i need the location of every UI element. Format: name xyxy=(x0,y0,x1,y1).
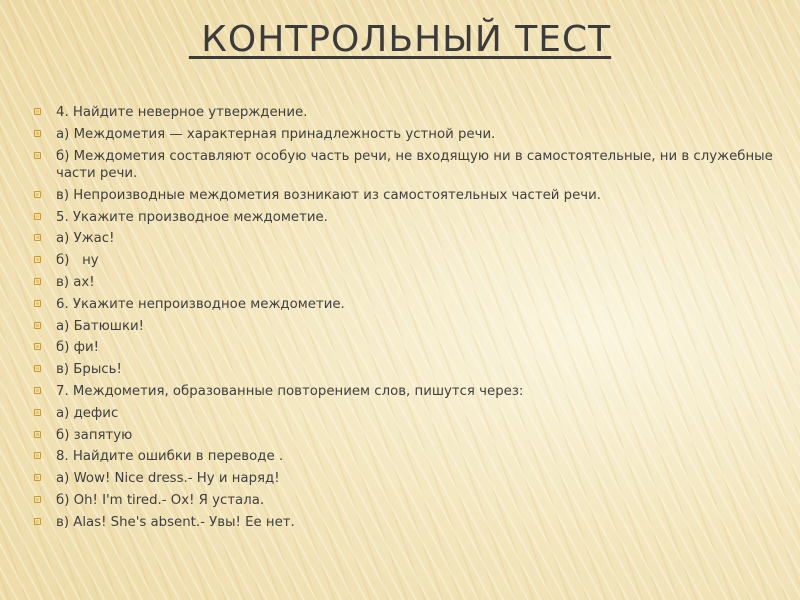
list-item-text: в) Alas! She's absent.- Увы! Ее нет. xyxy=(56,514,295,530)
list-item-text: а) Wow! Nice dress.- Ну и наряд! xyxy=(56,471,280,487)
bullet-icon xyxy=(34,365,41,372)
bullet-icon xyxy=(34,387,41,394)
list-item xyxy=(34,187,784,205)
bullet-icon xyxy=(34,431,41,438)
slide-title xyxy=(0,16,800,64)
list-item xyxy=(34,104,784,122)
list-item xyxy=(34,126,784,144)
list-item-text: б) Oh! I'm tired.- Ох! Я устала. xyxy=(56,493,265,509)
list-item-text: а) Батюшки! xyxy=(56,318,144,334)
bullet-icon xyxy=(34,130,41,137)
list-item-text: б) Междометия составляют особую часть речи, не входящую ни в самостоятельные, ни в служебные части речи. xyxy=(56,148,773,182)
list-item xyxy=(34,318,784,336)
slide-body xyxy=(34,104,784,536)
list-item-text: а) Междометия — характерная принадлежность устной речи. xyxy=(56,126,496,142)
bullet-icon xyxy=(34,234,41,241)
list-item xyxy=(34,230,784,248)
list-item-text: б) запятую xyxy=(56,427,133,443)
bullet-icon xyxy=(34,152,41,159)
bullet-icon xyxy=(34,452,41,459)
list-item xyxy=(34,339,784,357)
bullet-icon xyxy=(34,343,41,350)
bullet-icon xyxy=(34,300,41,307)
list-item-text: 7. Междометия, образованные повторением слов, пишутся через: xyxy=(56,384,524,400)
bullet-icon xyxy=(34,518,41,525)
bullet-icon xyxy=(34,474,41,481)
list-item-text: в) Непроизводные междометия возникают из самостоятельных частей речи. xyxy=(56,187,602,203)
list-item-text: б) фи! xyxy=(56,340,99,356)
bullet-icon xyxy=(34,409,41,416)
list-item-text: в) ах! xyxy=(56,275,95,291)
list-item-text: в) Брысь! xyxy=(56,362,122,378)
list-item-text: б) ну xyxy=(56,253,99,269)
bullet-icon xyxy=(34,278,41,285)
list-item-text: 4. Найдите неверное утверждение. xyxy=(56,105,308,120)
list-item xyxy=(34,296,784,314)
bullet-icon xyxy=(34,213,41,220)
list-item xyxy=(34,209,784,227)
list-item xyxy=(34,492,784,510)
slide-title-text: КОНТРОЛЬНЫЙ ТЕСТ xyxy=(188,19,612,60)
list-item xyxy=(34,427,784,445)
list-item xyxy=(34,361,784,379)
bullet-icon xyxy=(34,322,41,329)
bullet-list xyxy=(34,104,784,531)
bullet-icon xyxy=(34,108,41,115)
list-item-text: а) Ужас! xyxy=(56,231,115,247)
list-item xyxy=(34,514,784,532)
list-item xyxy=(34,470,784,488)
list-item xyxy=(34,383,784,401)
list-item-text: 8. Найдите ошибки в переводе . xyxy=(56,449,284,465)
bullet-icon xyxy=(34,191,41,198)
bullet-icon xyxy=(34,256,41,263)
list-item xyxy=(34,405,784,423)
bullet-icon xyxy=(34,496,41,503)
list-item xyxy=(34,274,784,292)
list-item-text: 5. Укажите производное междометие. xyxy=(56,209,328,225)
list-item xyxy=(34,252,784,270)
list-item-text: а) дефис xyxy=(56,405,119,421)
list-item xyxy=(34,448,784,466)
list-item-text: 6. Укажите непроизводное междометие. xyxy=(56,296,345,312)
list-item xyxy=(34,148,784,183)
